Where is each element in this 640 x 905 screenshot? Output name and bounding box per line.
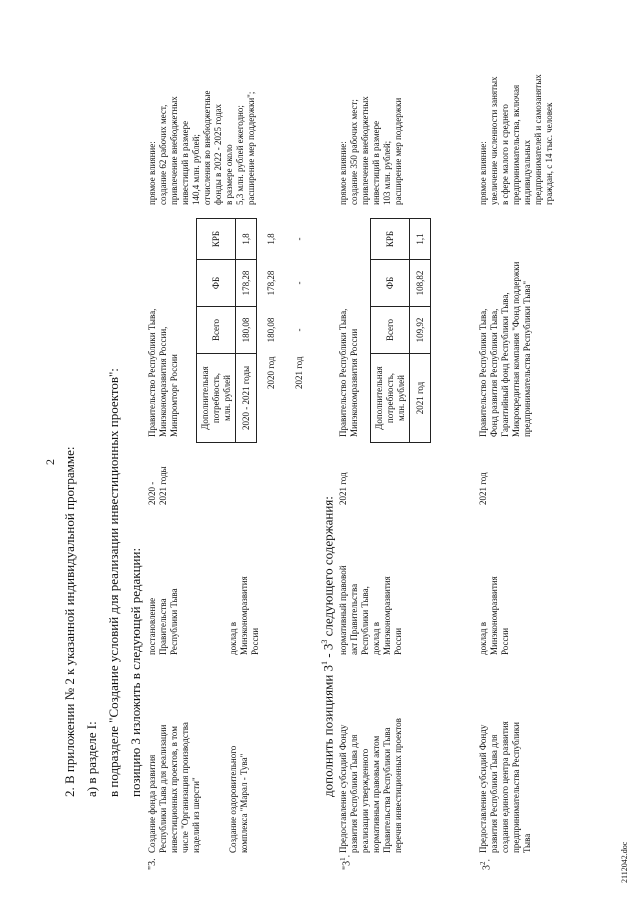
row31-executors: Правительство Республики Тыва, Минэкономразвития России: [338, 308, 359, 437]
table-cell-krb: 1,8: [265, 233, 276, 245]
table-header-fb: ФБ: [371, 260, 410, 307]
table-header-need: Дополнительная потребность, млн. рублей: [371, 354, 410, 443]
table-header-fb: ФБ: [197, 260, 236, 307]
table-cell-total: -: [293, 328, 304, 332]
row3-executors: Правительство Республики Тыва, Минэкономразвития России, Минпромторг России: [147, 308, 179, 437]
table-cell-total: 109,92: [410, 307, 431, 354]
row31-num-sup: 1: [339, 857, 347, 861]
row32-name: Предоставление субсидий Фонду развития Республики Тыва для создания единого центра развития предпринимательства Республики Тыва: [478, 721, 532, 853]
table-cell-krb: 1,8: [236, 219, 257, 260]
table-cell-period: 2021 год: [410, 354, 431, 443]
row31-document: нормативный правовой акт Правительства Республики Тыва, доклад в Минэкономразвития России: [338, 565, 403, 655]
row32-num-dot: .: [481, 859, 493, 862]
table-cell-period: 2021 год: [293, 356, 304, 390]
row3b-document: доклад в Минэкономразвития России: [228, 576, 260, 655]
table-header-krb: КРБ: [371, 219, 410, 260]
table-cell-krb: -: [293, 237, 304, 241]
row3-finance-table: [196, 218, 313, 443]
table-header-total: Всего: [197, 307, 236, 354]
paragraph-a: а) в разделе I:: [84, 721, 99, 797]
row32-effect: прямое влияние: увеличение численности занятых в сфере малого и среднего предпринимательства, включая индивидуальных предпринимателей и самозанятых граждан, с 14 тыс. человек: [478, 74, 554, 205]
table-header-krb: КРБ: [197, 219, 236, 260]
row3-number: "3.: [147, 858, 158, 870]
table-header-need: Дополнительная потребность, млн. рублей: [197, 354, 236, 443]
table-header-total: Всего: [371, 307, 410, 354]
table-cell-fb: 178,28: [236, 260, 257, 307]
row32-term: 2021 год: [478, 472, 488, 505]
row3-name: Создание фонда развития Республики Тыва для реализации инвестиционных проектов, в том числе "Организация производства изделий из шерсти": [147, 722, 201, 853]
row32-number: [478, 859, 493, 870]
row31-finance-table: [370, 218, 431, 443]
row31-effect: прямое влияние: создание 350 рабочих мест; привлечение внебюджетных инвестиций в размере 103 млн. рублей; расширение мер поддержки: [338, 96, 403, 205]
row3-document: постановление Правительства Республики Тыва: [147, 588, 179, 655]
add-sup-1: 1: [320, 660, 329, 665]
row32-executors: Правительство Республики Тыва, Фонд развития Республики Тыва, Гарантийный фонд Республики Тыва, Микрокредитная компания "Фонд поддержки предпринимательства Республики Тыва": [478, 261, 532, 437]
table-cell-krb: 1,1: [410, 219, 431, 260]
paragraph-position-3: позицию 3 изложить в следующей редакции:: [128, 547, 143, 797]
add-text-3: следующего содержания:: [320, 496, 336, 640]
table-cell-total: 180,08: [236, 307, 257, 354]
row31-num-dot: .: [341, 854, 353, 858]
row31-num-text: "3: [341, 860, 353, 870]
row32-document: доклад в Минэкономразвития России: [478, 576, 510, 655]
row31-name: Предоставление субсидий Фонду развития Республики Тыва для реализации утвержденного нормативным правовым актом Правительства Республики Тыва перечня инвестиционных проектов: [338, 718, 403, 853]
table-cell-fb: -: [293, 281, 304, 285]
footer-filename: 2112042.doc: [620, 841, 629, 883]
row31-term: 2021 год: [338, 472, 348, 505]
row3-effect: прямое влияние: создание 62 рабочих мест, привлечение внебюджетных инвестиций в размере 140,4 млн. рублей; отчисления во внебюджетные фонды в 2022 - 2025 годах в размере около 5,3 млн. рублей ежегодно; расширение мер поддержки";: [147, 90, 256, 205]
page-number: 2: [43, 459, 57, 465]
paragraph-subsection: в подразделе "Создание условий для реализации инвестиционных проектов":: [106, 368, 121, 797]
add-text-1: дополнить позициями 3: [320, 664, 336, 797]
add-text-2: - 3: [320, 643, 336, 661]
row32-num-sup: 2: [479, 861, 487, 865]
add-sup-2: 3: [320, 639, 329, 644]
paragraph-main: 2. В приложении № 2 к указанной индивидуальной программе:: [62, 446, 77, 797]
row3-term: 2020 - 2021 годы: [147, 466, 168, 505]
table-cell-period: 2020 - 2021 годы: [236, 354, 257, 443]
paragraph-add-positions: [318, 496, 334, 797]
table-cell-fb: 108,82: [410, 260, 431, 307]
table-cell-total: 180,08: [265, 317, 276, 343]
row3b-name: Создание оздоровительного комплекса "Марал - Тува": [228, 745, 249, 853]
table-cell-period: 2020 год: [265, 356, 276, 390]
table-cell-fb: 178,28: [265, 270, 276, 296]
row32-num-text: 3: [481, 865, 493, 870]
row31-number: [338, 855, 353, 870]
